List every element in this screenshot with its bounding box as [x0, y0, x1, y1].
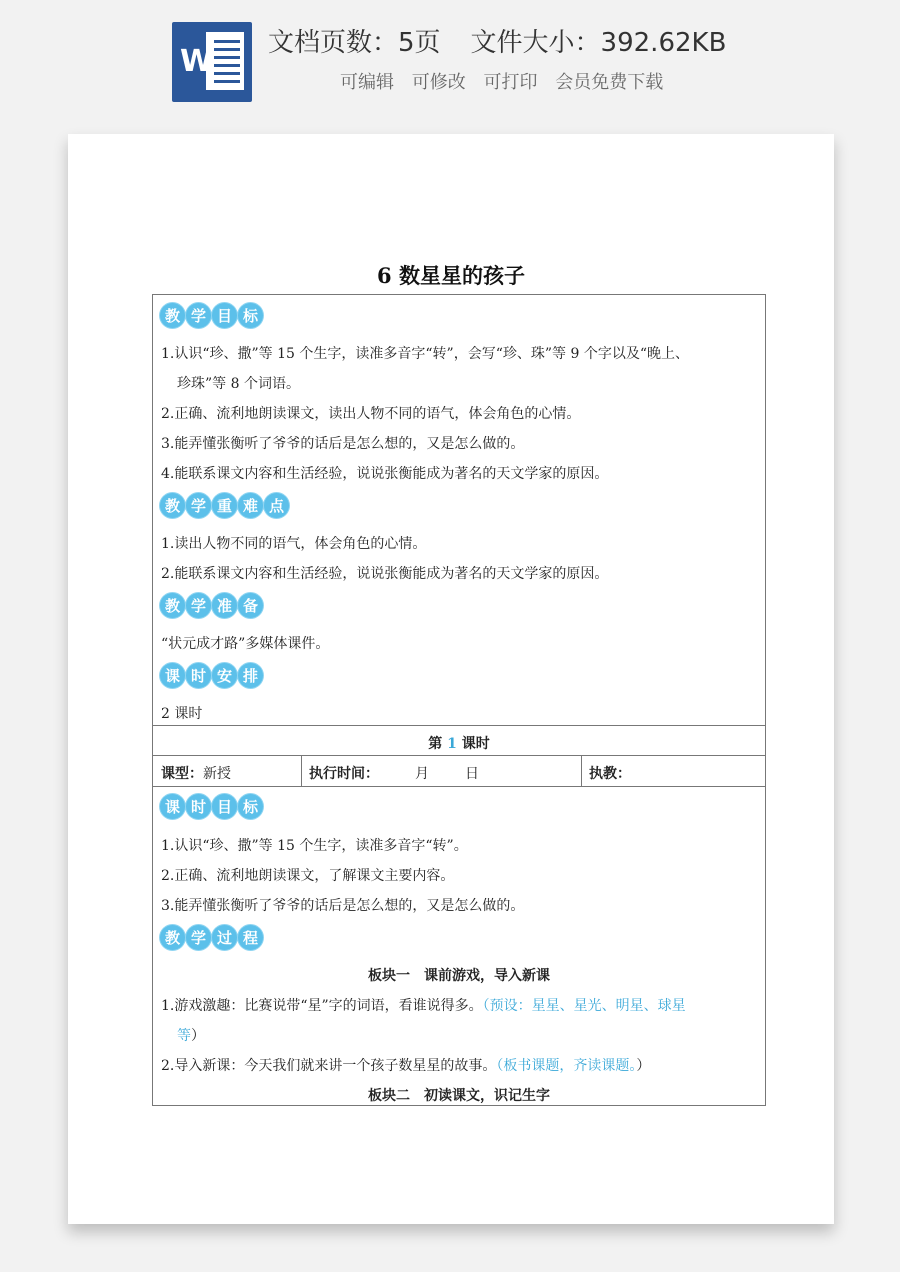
- objective-3: 3.能弄懂张衡听了爷爷的话后是怎么想的，又是怎么做的。: [161, 898, 525, 914]
- page-count: 文档页数：5页: [268, 28, 441, 58]
- word-document-icon: [172, 22, 252, 102]
- key-point-2: 2.能联系课文内容和生活经验，说说张衡能成为著名的天文学家的原因。: [161, 566, 609, 582]
- goal-3: 3.能弄懂张衡听了爷爷的话后是怎么想的，又是怎么做的。: [161, 436, 525, 452]
- row-divider: [153, 786, 765, 787]
- row-divider: [153, 725, 765, 726]
- lesson-type: 课型：新授: [161, 766, 231, 782]
- file-info-header: [0, 0, 900, 120]
- teacher: 执教：: [589, 766, 631, 782]
- objective-1: 1.认识“珍、撒”等 15 个生字，读准多音字“转”。: [161, 838, 468, 854]
- goal-2: 2.正确、流利地朗读课文，读出人物不同的语气，体会角色的心情。: [161, 406, 581, 422]
- step-2-note: （板书课题，齐读课题。: [496, 1058, 637, 1074]
- file-stats: [268, 22, 726, 59]
- key-point-1: 1.读出人物不同的语气，体会角色的心情。: [161, 536, 427, 552]
- goal-1-cont: 珍珠”等 8 个词语。: [177, 376, 300, 392]
- feature-list: [340, 68, 675, 94]
- file-size: 文件大小：392.62KB: [470, 28, 727, 58]
- heading-lesson-objectives: 课 时 目 标: [160, 794, 263, 819]
- heading-key-points: 教 学 重 难 点: [160, 493, 289, 518]
- step-1: 1.游戏激趣：比赛说带“星”字的词语，看谁说得多。（预设：星星、星光、明星、球星: [161, 998, 686, 1014]
- heading-teaching-process: 教 学 过 程: [160, 925, 263, 950]
- feature-modifiable: 可修改: [411, 72, 466, 93]
- heading-teaching-goals: 教 学 目 标: [160, 303, 263, 328]
- row-divider: [153, 755, 765, 756]
- goal-4: 4.能联系课文内容和生活经验，说说张衡能成为著名的天文学家的原因。: [161, 466, 609, 482]
- lesson-number-row: 第 1 课时: [428, 736, 490, 752]
- objective-2: 2.正确、流利地朗读课文，了解课文主要内容。: [161, 868, 455, 884]
- block-2-title: 板块二 初读课文，识记生字: [368, 1088, 550, 1104]
- step-2: 2.导入新课：今天我们就来讲一个孩子数星星的故事。（板书课题，齐读课题。）: [161, 1058, 651, 1074]
- feature-editable: 可编辑: [340, 72, 394, 93]
- step-1-note: （预设：星星、星光、明星、球星: [482, 998, 686, 1014]
- heading-schedule: 课 时 安 排: [160, 663, 263, 688]
- lesson-number: 1: [447, 736, 457, 752]
- execution-time: 执行时间： 月 日: [309, 766, 479, 782]
- goal-1: 1.认识“珍、撒”等 15 个生字，读准多音字“转”，会写“珍、珠”等 9 个字以及“晚上、: [161, 346, 689, 362]
- word-logo-letter: W: [180, 44, 212, 79]
- heading-preparation: 教 学 准 备: [160, 593, 263, 618]
- feature-printable: 可打印: [483, 72, 538, 93]
- step-1-cont: 等）: [177, 1028, 205, 1044]
- document-page: [68, 134, 834, 1224]
- lesson-table: [152, 294, 766, 1106]
- feature-member-download: 会员免费下载: [555, 72, 664, 93]
- preparation-text: “状元成才路”多媒体课件。: [161, 636, 330, 652]
- block-1-title: 板块一 课前游戏，导入新课: [368, 968, 550, 984]
- document-title: 6 数星星的孩子: [377, 263, 525, 288]
- schedule-text: 2 课时: [161, 706, 203, 722]
